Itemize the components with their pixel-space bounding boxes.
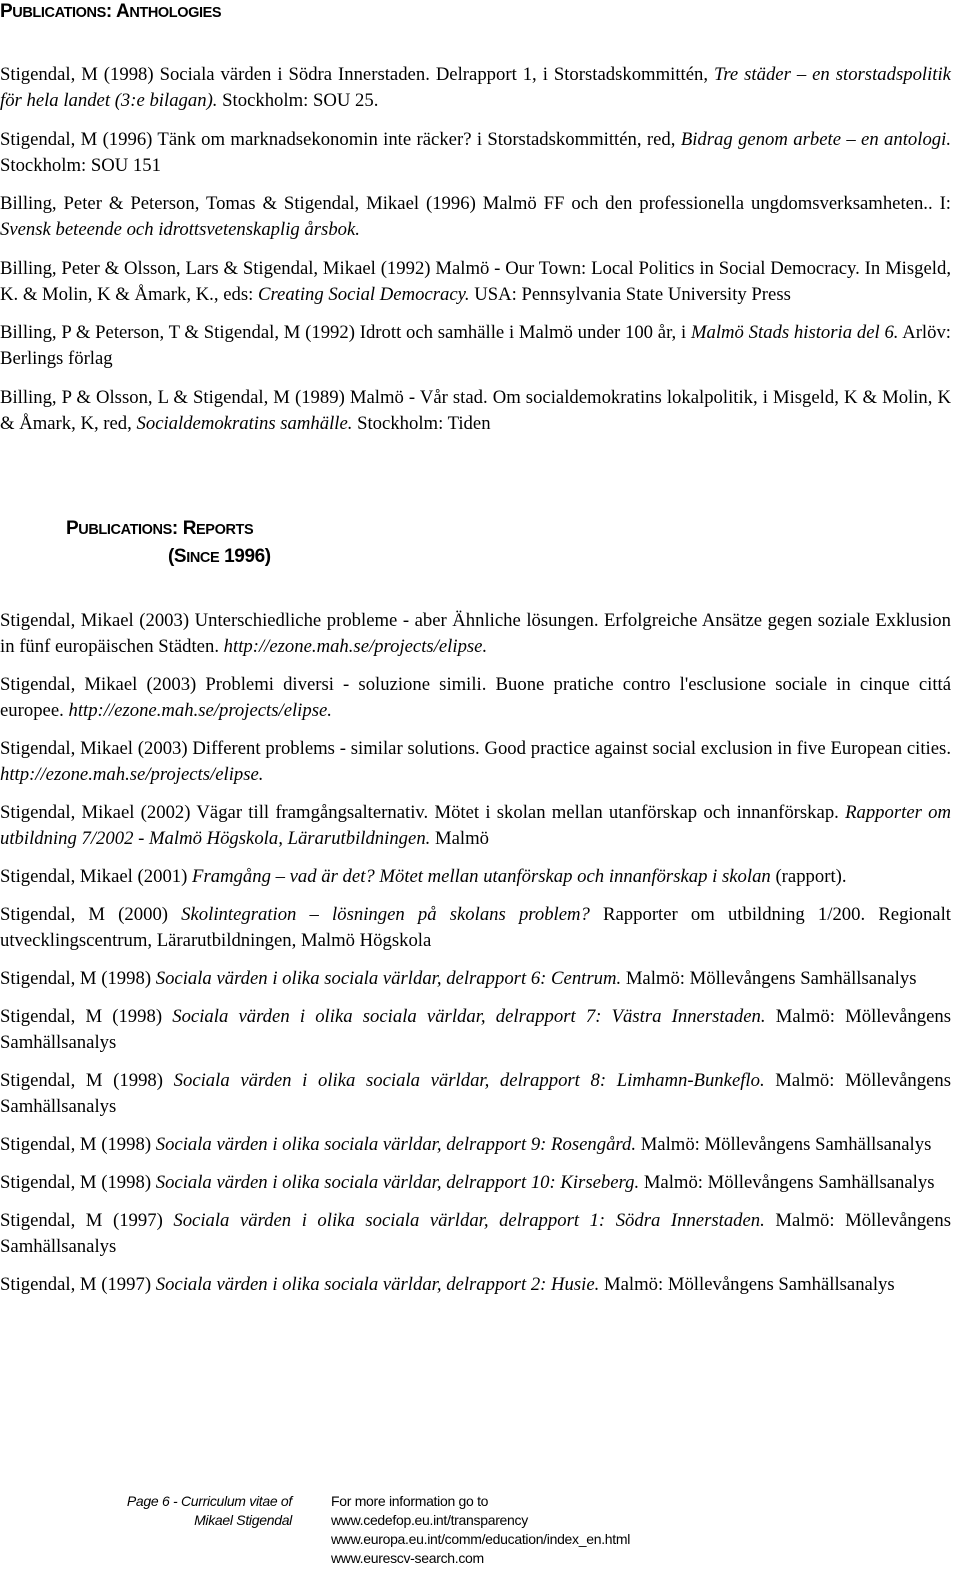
publication-entry: Stigendal, M (1998) Sociala värden i olika sociala världar, delrapport 6: Centrum. Malmö: Möllevångens Samhällsanalys (0, 968, 917, 989)
footer-link[interactable]: www.cedefop.eu.int/transparency (331, 1512, 528, 1528)
publication-entry: Stigendal, M (1998) Sociala värden i olika sociala världar, delrapport 7: Västra Innerstaden. Malmö: Möllevångens Samhällsanalys (0, 1006, 951, 1053)
publication-entry: Stigendal, M (1998) Sociala värden i olika sociala världar, delrapport 10: Kirseberg. Malmö: Möllevångens Samhällsanalys (0, 1172, 935, 1193)
publication-entry: Stigendal, M (2000) Skolintegration – lösningen på skolans problem? Rapporter om utbildning 1/200. Regionalt utvecklingscentrum, Lärarutbildningen, Malmö Högskola (0, 904, 951, 951)
anthologies-heading: PUBLICATIONS: ANTHOLOGIES (0, 1, 222, 22)
publication-entry: Billing, P & Olsson, L & Stigendal, M (1989) Malmö - Vår stad. Om socialdemokratins lokalpolitik, i Misgeld, K & Molin, K & Åmark, K, red, Socialdemokratins samhälle. Stockholm: Tiden (0, 386, 951, 434)
publication-entry: Stigendal, M (1997) Sociala värden i olika sociala världar, delrapport 2: Husie. Malmö: Möllevångens Samhällsanalys (0, 1274, 895, 1295)
footer-more-info: For more information go to www.cedefop.eu.int/transparency www.europa.eu.int/comm/education/index_en.html www.eurescv-search.com (331, 1492, 731, 1568)
project-link: http://ezone.mah.se/projects/elipse. (223, 636, 488, 657)
footer-page-info: Page 6 - Curriculum vitae of Mikael Stigendal (126, 1493, 292, 1528)
publication-entry: Stigendal, M (1996) Tänk om marknadsekonomin inte räcker? i Storstadskommittén, red, Bidrag genom arbete – en antologi. Stockholm: SOU 151 (0, 128, 952, 176)
publication-entry: Billing, P & Peterson, T & Stigendal, M (1992) Idrott och samhälle i Malmö under 100 år, i Malmö Stads historia del 6. Arlöv: Berlings förlag (0, 322, 951, 369)
publication-entry: Stigendal, Mikael (2003) Unterschiedliche probleme - aber Ähnliche lösungen. Erfolgreiche Ansätze gegen soziale Exklusion in fünf europäischen Städten. http://ezone.mah.se/projects/elipse. (0, 610, 951, 657)
footer-link[interactable]: www.europa.eu.int/comm/education/index_en.html (331, 1531, 631, 1547)
project-link: http://ezone.mah.se/projects/elipse. (0, 764, 264, 785)
reports-list (0, 608, 951, 1310)
publication-entry: Stigendal, M (1998) Sociala värden i olika sociala världar, delrapport 8: Limhamn-Bunkeflo. Malmö: Möllevångens Samhällsanalys (0, 1070, 951, 1117)
publication-entry: Stigendal, Mikael (2003) Different problems - similar solutions. Good practice against social exclusion in five European cities. http://ezone.mah.se/projects/elipse. (0, 738, 951, 785)
publication-entry: Stigendal, M (1998) Sociala värden i Södra Innerstaden. Delrapport 1, i Storstadskommittén, Tre städer – en storstadspolitik för hela landet (3:e bilagan). Stockholm: SOU 25. (0, 64, 951, 111)
project-link: http://ezone.mah.se/projects/elipse. (68, 700, 332, 721)
publication-entry: Stigendal, Mikael (2003) Problemi diversi - soluzione simili. Buone pratiche contro l'esclusione sociale in cinque cittá europee. http://ezone.mah.se/projects/elipse. (0, 674, 951, 721)
publication-entry: Billing, Peter & Olsson, Lars & Stigendal, Mikael (1992) Malmö - Our Town: Local Politics in Social Democracy. In Misgeld, K. & Molin, K & Åmark, K., eds: Creating Social Democracy. USA: Pennsylvania State University Press (0, 257, 951, 305)
anthologies-list (0, 62, 951, 449)
publication-entry: Stigendal, Mikael (2001) Framgång – vad är det? Mötet mellan utanförskap och innanförskap i skolan (rapport). (0, 866, 847, 887)
reports-subheading: (SINCE 1996) (168, 546, 271, 567)
publication-entry: Billing, Peter & Peterson, Tomas & Stigendal, Mikael (1996) Malmö FF och den professionella ungdomsverksamheten.. I: Svensk beteende och idrottsvetenskaplig årsbok. (0, 193, 951, 240)
footer-link[interactable]: www.eurescv-search.com (331, 1550, 484, 1566)
publication-entry: Stigendal, Mikael (2002) Vägar till framgångsalternativ. Mötet i skolan mellan utanförskap och innanförskap. Rapporter om utbildning 7/2002 - Malmö Högskola, Lärarutbildningen. Malmö (0, 802, 951, 849)
publication-entry: Stigendal, M (1998) Sociala värden i olika sociala världar, delrapport 9: Rosengård. Malmö: Möllevångens Samhällsanalys (0, 1134, 932, 1155)
publication-entry: Stigendal, M (1997) Sociala värden i olika sociala världar, delrapport 1: Södra Innerstaden. Malmö: Möllevångens Samhällsanalys (0, 1210, 951, 1257)
reports-heading: PUBLICATIONS: REPORTS (66, 518, 254, 539)
